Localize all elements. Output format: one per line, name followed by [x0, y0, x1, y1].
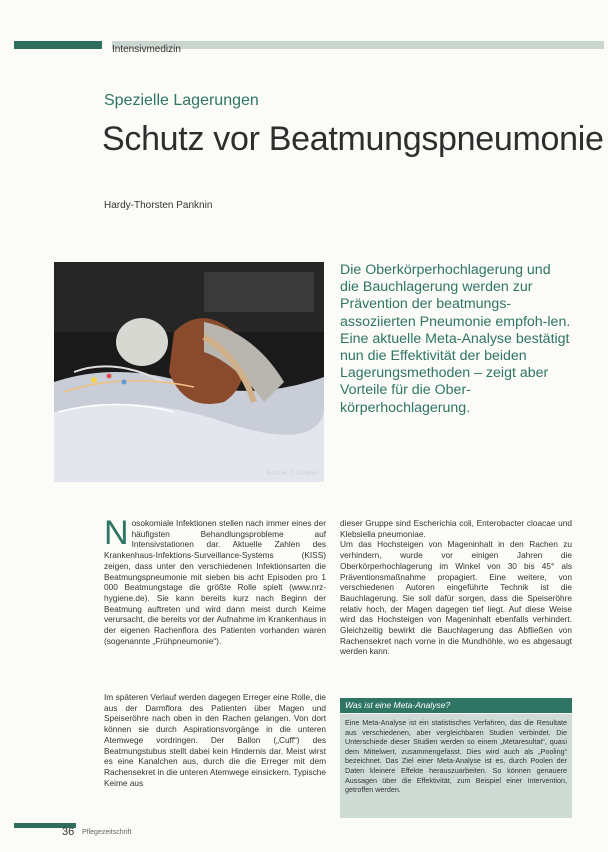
body-column-1: [104, 514, 326, 646]
journal-name: Pflegezeitschrift: [82, 829, 132, 836]
page-number: 36: [62, 826, 75, 838]
body-paragraph: Um das Hochsteigen von Mageninhalt in den Rachen zu verhindern, wurde vor einigen Jahren die Oberkörperhochlagerung im Winkel von 30 bis 45° als Präventionsmaßnahme propagiert. Eine weitere, von verschiedenen Autoren eingeführte Technik ist die Bauchlagerung. Sie soll dafür sorgen, dass die Speiseröhre relativ hoch, der Magen dagegen tief liegt. Auf diese Weise wird das Hochsteigen von Mageninhalt ebenfalls verhindert. Gleichzeitig bewirkt die Bauchlagerung das Abfließen von Rachensekret nach vorne in die Mundhöhle, wo es abgesaugt werden kann.: [340, 539, 572, 657]
header-rule: [112, 41, 604, 49]
article-photo: [54, 262, 324, 482]
article-lead: Die Oberkörperhochlagerung und die Bauchlagerung werden zur Prävention der beatmungs-assoziierten Pneumonie empfoh-len. Eine aktuelle Meta-Analyse bestätigt nun die Effektivität der beiden Lagerungsmethoden – zeigt aber Vorteile für die Ober-körperhochlagerung.: [340, 262, 571, 416]
patient-photo-illustration: [54, 262, 324, 482]
infobox-text: Eine Meta-Analyse ist ein statistisches Verfahren, das die Resultate aus verschiedenen, aber vergleichbaren Studien verbindet. Die Unterschiede dieser Studien werden so einem „Metaresultat“, quasi dem Mittelwert, zusammengefasst. Dies wird auch als „Pooling“ bezeichnet. Das Ziel einer Meta-Analyse ist es, durch Poolen der Daten kleinere Effekte herauszuarbeiten. So können genauere Aussagen über die Effektivität, zum Beispiel einer Intervention, getroffen werden.: [340, 714, 572, 818]
drop-cap: N: [104, 514, 129, 552]
article-kicker: Spezielle Lagerungen: [104, 92, 259, 109]
body-paragraph: osokomiale Infektionen stellen nach immer eines der häufigsten Behandlungsprobleme auf Intensivstationen dar. Aktuelle Zahlen des Krankenhaus-Infektions-Surveillance-Systems (KISS) zeigen, dass unter den verschiedenen Infektionsarten die Beatmungspneumonie mit sieben bis acht Episoden pro 1 000 Beatmungstage die größte Rolle spielt (www.nrz-hygiene.de). Sie kann bereits kurz nach Beginn der Beatmung auftreten und wird dann meist durch Keime verursacht, die bereits vor der Aufnahme im Krankenhaus in der eigenen Rachenflora des Patienten vorhanden waren (sogenannte „Frühpneumonie“).: [104, 518, 326, 646]
body-column-2: [340, 518, 572, 657]
body-paragraph: dieser Gruppe sind Escherichia coli, Enterobacter cloacae und Klebsiella pneumoniae.: [340, 518, 572, 539]
infobox-title: Was ist eine Meta-Analyse?: [340, 698, 572, 713]
body-paragraph: Im späteren Verlauf werden dagegen Erreger eine Rolle, die aus der Darmflora des Patienten über Magen und Speiseröhre nach oben in den Rachen gelangen. Von dort können sie durch Aspirationsvorgänge in die unteren Atemwege vordringen. Der Ballon („Cuff“) des Beatmungstubus stellt dabei kein Hindernis dar. Meist wirst es eine Kanalchen aus, durch die die Erreger mit dem Rachensekret in die unteren Atemwege einsickern. Typische Keime aus: [104, 692, 326, 788]
article-title: Schutz vor Beatmungspneumonie: [102, 120, 604, 158]
section-label: Intensivmedizin: [112, 44, 181, 55]
article-author: Hardy-Thorsten Panknin: [104, 200, 213, 211]
header-accent-bar: [14, 41, 102, 49]
photo-credit: Foto: H.-T. Panknin: [266, 471, 318, 477]
body-column-1-continued: [104, 692, 326, 788]
